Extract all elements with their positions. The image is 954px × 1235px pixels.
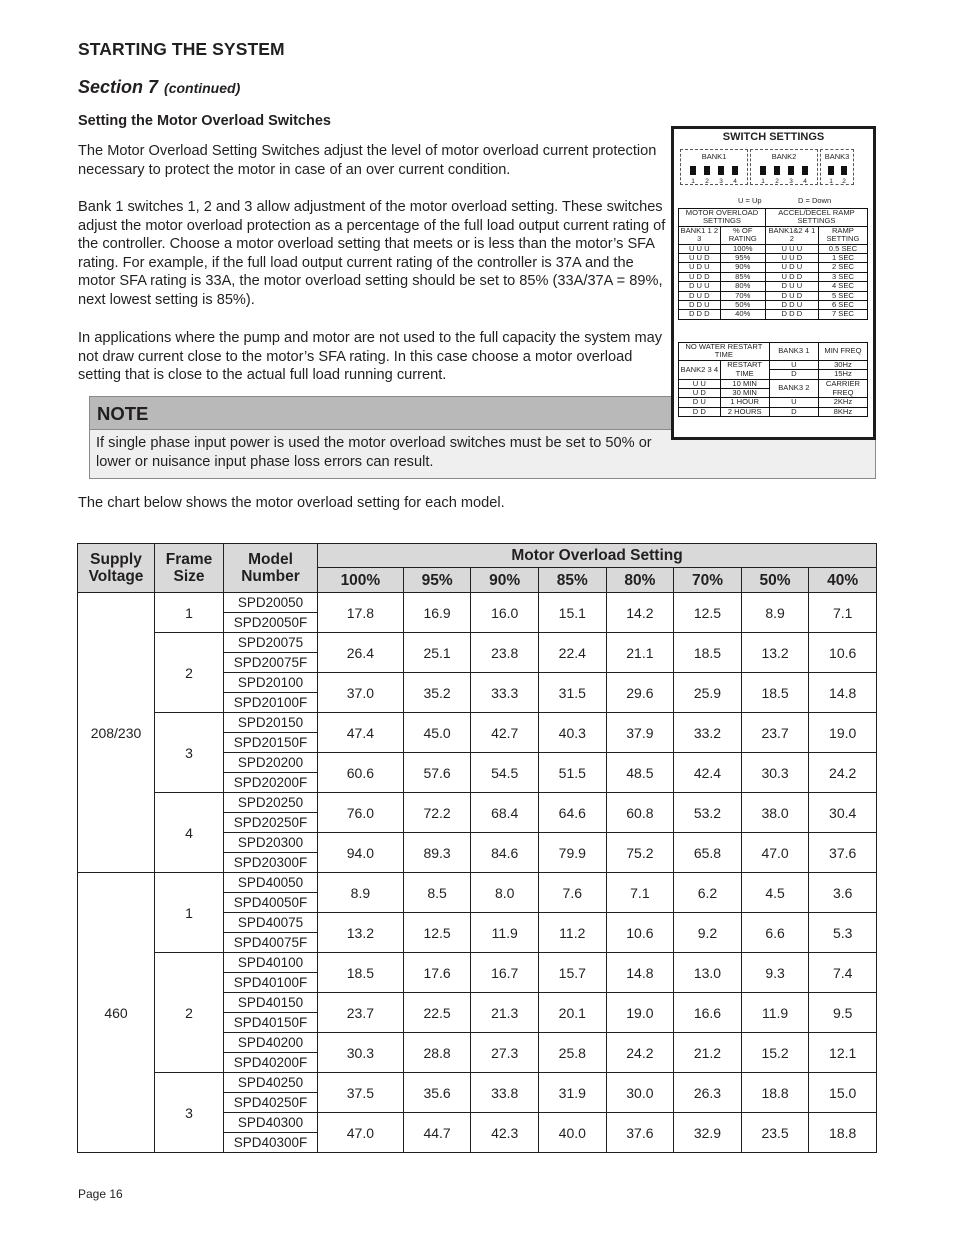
overload-value-cell: 19.0 bbox=[809, 713, 877, 753]
overload-value-cell: 13.2 bbox=[318, 913, 404, 953]
overload-value-cell: 16.6 bbox=[674, 993, 742, 1033]
overload-value-cell: 24.2 bbox=[606, 1033, 674, 1073]
overload-value-cell: 8.9 bbox=[318, 873, 404, 913]
col-model-number: Model Number bbox=[224, 544, 318, 593]
overload-value-cell: 4.5 bbox=[741, 873, 809, 913]
overload-value-cell: 18.5 bbox=[741, 673, 809, 713]
overload-value-cell: 76.0 bbox=[318, 793, 404, 833]
overload-value-cell: 33.2 bbox=[674, 713, 742, 753]
dip-switch bbox=[718, 166, 724, 175]
bank1-label: BANK1 bbox=[701, 152, 727, 161]
overload-switch: D U D bbox=[679, 291, 721, 300]
overload-value-cell: 27.3 bbox=[471, 1033, 539, 1073]
carrier-value: 2KHz bbox=[818, 398, 867, 407]
overload-value-cell: 30.3 bbox=[318, 1033, 404, 1073]
frame-size-cell: 2 bbox=[155, 633, 224, 713]
section-label: Section 7 bbox=[78, 77, 159, 97]
model-number-cell: SPD40075F bbox=[224, 933, 318, 953]
overload-value-cell: 9.5 bbox=[809, 993, 877, 1033]
overload-value-cell: 40.3 bbox=[538, 713, 606, 753]
dip-switch bbox=[841, 166, 847, 175]
overload-value-cell: 54.5 bbox=[471, 753, 539, 793]
overload-value-cell: 8.9 bbox=[741, 593, 809, 633]
motor-overload-header: MOTOR OVERLOAD SETTINGS bbox=[679, 209, 766, 227]
overload-value-cell: 51.5 bbox=[538, 753, 606, 793]
overload-value-cell: 42.4 bbox=[674, 753, 742, 793]
col-motor-overload-setting: Motor Overload Setting bbox=[318, 544, 877, 568]
bank3-2-header: BANK3 2 bbox=[769, 379, 818, 398]
overload-value-cell: 18.8 bbox=[741, 1073, 809, 1113]
overload-value-cell: 26.3 bbox=[674, 1073, 742, 1113]
overload-value-cell: 31.5 bbox=[538, 673, 606, 713]
overload-value-cell: 17.6 bbox=[403, 953, 471, 993]
dip-switch bbox=[802, 166, 808, 175]
overload-value-cell: 16.7 bbox=[471, 953, 539, 993]
note-body: If single phase input power is used the motor overload switches must be set to 50% or lower or nuisance input phase loss errors can result. bbox=[96, 435, 652, 470]
ramp-col-header: RAMP SETTING bbox=[818, 226, 867, 244]
overload-value-cell: 42.7 bbox=[471, 713, 539, 753]
overload-value-cell: 14.8 bbox=[606, 953, 674, 993]
overload-value-cell: 21.1 bbox=[606, 633, 674, 673]
carrier-switch: U bbox=[769, 398, 818, 407]
overload-value-cell: 47.0 bbox=[318, 1113, 404, 1153]
overload-rating: 80% bbox=[720, 282, 765, 291]
model-number-cell: SPD20075F bbox=[224, 653, 318, 673]
table-row bbox=[78, 793, 877, 813]
model-number-cell: SPD20300 bbox=[224, 833, 318, 853]
bank1-col-header: BANK1 1 2 3 bbox=[680, 225, 719, 244]
model-number-cell: SPD40250F bbox=[224, 1093, 318, 1113]
overload-value-cell: 30.4 bbox=[809, 793, 877, 833]
overload-value-cell: 14.2 bbox=[606, 593, 674, 633]
ramp-switch: D D U bbox=[765, 301, 818, 310]
overload-value-cell: 30.3 bbox=[741, 753, 809, 793]
accel-decel-header: ACCEL/DECEL RAMP SETTINGS bbox=[765, 209, 867, 227]
restart-col-header: RESTART TIME bbox=[720, 360, 769, 379]
overload-value-cell: 29.6 bbox=[606, 673, 674, 713]
down-legend: D = Down bbox=[798, 196, 832, 205]
overload-value-cell: 9.3 bbox=[741, 953, 809, 993]
overload-value-cell: 94.0 bbox=[318, 833, 404, 873]
chart-caption: The chart below shows the motor overload setting for each model. bbox=[78, 495, 505, 511]
frame-size-cell: 1 bbox=[155, 593, 224, 633]
overload-value-cell: 33.8 bbox=[471, 1073, 539, 1113]
model-number-cell: SPD20050 bbox=[224, 593, 318, 613]
overload-rating: 70% bbox=[720, 291, 765, 300]
model-number-cell: SPD40250 bbox=[224, 1073, 318, 1093]
overload-value-cell: 33.3 bbox=[471, 673, 539, 713]
overload-value-cell: 26.4 bbox=[318, 633, 404, 673]
min-freq-value: 15Hz bbox=[818, 370, 867, 379]
overload-value-cell: 15.0 bbox=[809, 1073, 877, 1113]
restart-switch: U D bbox=[679, 389, 721, 398]
overload-value-cell: 25.1 bbox=[403, 633, 471, 673]
overload-rating: 50% bbox=[720, 301, 765, 310]
overload-ramp-row bbox=[679, 282, 868, 291]
overload-value-cell: 42.3 bbox=[471, 1113, 539, 1153]
overload-value-cell: 13.2 bbox=[741, 633, 809, 673]
ramp-switch: D U D bbox=[765, 291, 818, 300]
dip-switch bbox=[690, 166, 696, 175]
overload-value-cell: 20.1 bbox=[538, 993, 606, 1033]
dip-switch bbox=[774, 166, 780, 175]
overload-value-cell: 10.6 bbox=[809, 633, 877, 673]
model-number-cell: SPD40150 bbox=[224, 993, 318, 1013]
model-number-cell: SPD40200 bbox=[224, 1033, 318, 1053]
ramp-switch: U U U bbox=[765, 244, 818, 253]
overload-switch: U D U bbox=[679, 263, 721, 272]
overload-value-cell: 21.2 bbox=[674, 1033, 742, 1073]
overload-switch: U U U bbox=[679, 244, 721, 253]
overload-rating: 100% bbox=[720, 244, 765, 253]
overload-value-cell: 12.5 bbox=[403, 913, 471, 953]
motor-overload-table bbox=[77, 543, 877, 1153]
subheading: Setting the Motor Overload Switches bbox=[78, 113, 331, 129]
overload-value-cell: 15.7 bbox=[538, 953, 606, 993]
overload-value-cell: 14.8 bbox=[809, 673, 877, 713]
note-heading: NOTE bbox=[90, 397, 875, 430]
overload-switch: D D U bbox=[679, 301, 721, 310]
model-number-cell: SPD20075 bbox=[224, 633, 318, 653]
restart-switch: D U bbox=[679, 398, 721, 407]
overload-value-cell: 23.7 bbox=[318, 993, 404, 1033]
overload-value-cell: 6.6 bbox=[741, 913, 809, 953]
model-number-cell: SPD20150 bbox=[224, 713, 318, 733]
overload-value-cell: 37.0 bbox=[318, 673, 404, 713]
col-percent-3: 85% bbox=[538, 568, 606, 593]
overload-rating: 85% bbox=[720, 272, 765, 281]
overload-value-cell: 75.2 bbox=[606, 833, 674, 873]
overload-value-cell: 7.1 bbox=[809, 593, 877, 633]
col-frame-size: Frame Size bbox=[155, 544, 224, 593]
carrier-col-header: CARRIER FREQ bbox=[818, 379, 867, 398]
col-percent-7: 40% bbox=[809, 568, 877, 593]
overload-value-cell: 6.2 bbox=[674, 873, 742, 913]
overload-value-cell: 3.6 bbox=[809, 873, 877, 913]
overload-value-cell: 17.8 bbox=[318, 593, 404, 633]
overload-value-cell: 37.5 bbox=[318, 1073, 404, 1113]
restart-value: 30 MIN bbox=[720, 389, 769, 398]
overload-value-cell: 23.7 bbox=[741, 713, 809, 753]
switch-settings-decal bbox=[671, 126, 876, 440]
overload-value-cell: 9.2 bbox=[674, 913, 742, 953]
col-percent-5: 70% bbox=[674, 568, 742, 593]
overload-switch: D U U bbox=[679, 282, 721, 291]
overload-value-cell: 15.2 bbox=[741, 1033, 809, 1073]
model-number-cell: SPD40075 bbox=[224, 913, 318, 933]
section-heading bbox=[78, 77, 240, 98]
rating-col-header: % OF RATING bbox=[720, 226, 765, 244]
overload-value-cell: 8.5 bbox=[403, 873, 471, 913]
carrier-switch: D bbox=[769, 407, 818, 416]
ramp-value: 0.5 SEC bbox=[818, 244, 867, 253]
col-supply-voltage: Supply Voltage bbox=[78, 544, 155, 593]
overload-switch: D D D bbox=[679, 310, 721, 319]
overload-switch: U U D bbox=[679, 254, 721, 263]
paragraph-applications: In applications where the pump and motor are not used to the full capacity the system may not draw current close to the motor’s SFA rating. In this case choose a motor overload setting that is close to the actual full load running current. bbox=[78, 330, 663, 383]
overload-value-cell: 32.9 bbox=[674, 1113, 742, 1153]
overload-ramp-row bbox=[679, 263, 868, 272]
overload-value-cell: 48.5 bbox=[606, 753, 674, 793]
overload-value-cell: 12.1 bbox=[809, 1033, 877, 1073]
bank12-col-header: BANK1&2 4 1 2 bbox=[765, 226, 818, 244]
overload-rating: 90% bbox=[720, 263, 765, 272]
table-row bbox=[78, 953, 877, 973]
min-freq-switch: U bbox=[769, 360, 818, 369]
overload-value-cell: 28.8 bbox=[403, 1033, 471, 1073]
overload-value-cell: 57.6 bbox=[403, 753, 471, 793]
model-number-cell: SPD40300 bbox=[224, 1113, 318, 1133]
table-row bbox=[78, 593, 877, 613]
frame-size-cell: 3 bbox=[155, 713, 224, 793]
model-number-cell: SPD20200F bbox=[224, 773, 318, 793]
overload-value-cell: 35.6 bbox=[403, 1073, 471, 1113]
model-number-cell: SPD20300F bbox=[224, 853, 318, 873]
paragraph-intro: The Motor Overload Setting Switches adjust the level of motor overload current protection necessary to protect the motor in case of an over current condition. bbox=[78, 143, 657, 178]
overload-value-cell: 24.2 bbox=[809, 753, 877, 793]
overload-value-cell: 68.4 bbox=[471, 793, 539, 833]
overload-value-cell: 45.0 bbox=[403, 713, 471, 753]
overload-value-cell: 38.0 bbox=[741, 793, 809, 833]
overload-value-cell: 37.6 bbox=[606, 1113, 674, 1153]
overload-value-cell: 18.8 bbox=[809, 1113, 877, 1153]
dip-switch bbox=[828, 166, 834, 175]
section-continued: (continued) bbox=[164, 80, 241, 96]
overload-switch: U D D bbox=[679, 272, 721, 281]
overload-value-cell: 40.0 bbox=[538, 1113, 606, 1153]
overload-value-cell: 89.3 bbox=[403, 833, 471, 873]
table-row bbox=[78, 633, 877, 653]
overload-value-cell: 31.9 bbox=[538, 1073, 606, 1113]
overload-value-cell: 11.9 bbox=[741, 993, 809, 1033]
overload-value-cell: 25.8 bbox=[538, 1033, 606, 1073]
carrier-value: 8KHz bbox=[818, 407, 867, 416]
bank3-1-header: BANK3 1 bbox=[769, 343, 818, 361]
model-number-cell: SPD40300F bbox=[224, 1133, 318, 1153]
page-title: STARTING THE SYSTEM bbox=[78, 39, 285, 59]
overload-value-cell: 44.7 bbox=[403, 1113, 471, 1153]
restart-value: 10 MIN bbox=[720, 379, 769, 388]
model-number-cell: SPD20050F bbox=[224, 613, 318, 633]
overload-value-cell: 64.6 bbox=[538, 793, 606, 833]
bank3-box: BANK3 1 2 bbox=[820, 149, 854, 185]
overload-value-cell: 53.2 bbox=[674, 793, 742, 833]
overload-value-cell: 22.5 bbox=[403, 993, 471, 1033]
ramp-switch: U U D bbox=[765, 254, 818, 263]
overload-value-cell: 37.6 bbox=[809, 833, 877, 873]
dip-switch bbox=[760, 166, 766, 175]
up-legend: U = Up bbox=[738, 196, 762, 205]
frame-size-cell: 3 bbox=[155, 1073, 224, 1153]
bank2-label: BANK2 bbox=[771, 152, 797, 161]
col-percent-6: 50% bbox=[741, 568, 809, 593]
model-number-cell: SPD20100 bbox=[224, 673, 318, 693]
overload-value-cell: 23.8 bbox=[471, 633, 539, 673]
overload-value-cell: 18.5 bbox=[318, 953, 404, 993]
no-water-header: NO WATER RESTART TIME bbox=[679, 343, 770, 361]
ramp-switch: U D U bbox=[765, 263, 818, 272]
page-number: Page 16 bbox=[78, 1187, 123, 1201]
overload-value-cell: 7.6 bbox=[538, 873, 606, 913]
bank2-col-header: BANK2 3 4 bbox=[679, 360, 721, 379]
dip-switch bbox=[788, 166, 794, 175]
overload-value-cell: 16.9 bbox=[403, 593, 471, 633]
ramp-value: 4 SEC bbox=[818, 282, 867, 291]
overload-value-cell: 13.0 bbox=[674, 953, 742, 993]
ramp-value: 2 SEC bbox=[818, 263, 867, 272]
overload-value-cell: 60.6 bbox=[318, 753, 404, 793]
table-row bbox=[78, 713, 877, 733]
overload-value-cell: 25.9 bbox=[674, 673, 742, 713]
restart-switch: U U bbox=[679, 379, 721, 388]
model-number-cell: SPD40100F bbox=[224, 973, 318, 993]
overload-value-cell: 7.4 bbox=[809, 953, 877, 993]
model-number-cell: SPD20200 bbox=[224, 753, 318, 773]
overload-value-cell: 7.1 bbox=[606, 873, 674, 913]
model-number-cell: SPD40200F bbox=[224, 1053, 318, 1073]
table-row bbox=[78, 1073, 877, 1093]
ramp-value: 7 SEC bbox=[818, 310, 867, 319]
overload-value-cell: 8.0 bbox=[471, 873, 539, 913]
dip-switch bbox=[732, 166, 738, 175]
ramp-value: 6 SEC bbox=[818, 301, 867, 310]
frame-size-cell: 4 bbox=[155, 793, 224, 873]
overload-value-cell: 18.5 bbox=[674, 633, 742, 673]
overload-value-cell: 21.3 bbox=[471, 993, 539, 1033]
bank3-label: BANK3 bbox=[824, 152, 850, 161]
overload-value-cell: 65.8 bbox=[674, 833, 742, 873]
overload-value-cell: 22.4 bbox=[538, 633, 606, 673]
overload-value-cell: 5.3 bbox=[809, 913, 877, 953]
overload-value-cell: 11.9 bbox=[471, 913, 539, 953]
table-row bbox=[78, 873, 877, 893]
ramp-switch: U D D bbox=[765, 272, 818, 281]
ramp-value: 3 SEC bbox=[818, 272, 867, 281]
frame-size-cell: 2 bbox=[155, 953, 224, 1073]
overload-rating: 40% bbox=[720, 310, 765, 319]
dip-switch bbox=[704, 166, 710, 175]
overload-value-cell: 23.5 bbox=[741, 1113, 809, 1153]
overload-value-cell: 79.9 bbox=[538, 833, 606, 873]
supply-voltage-cell: 460 bbox=[78, 873, 155, 1153]
overload-value-cell: 72.2 bbox=[403, 793, 471, 833]
overload-value-cell: 11.2 bbox=[538, 913, 606, 953]
supply-voltage-cell: 208/230 bbox=[78, 593, 155, 873]
bank2-box: BANK2 1 2 3 4 bbox=[750, 149, 818, 185]
overload-ramp-row bbox=[679, 310, 868, 319]
overload-value-cell: 19.0 bbox=[606, 993, 674, 1033]
overload-rating: 95% bbox=[720, 254, 765, 263]
col-percent-2: 90% bbox=[471, 568, 539, 593]
ramp-value: 1 SEC bbox=[818, 254, 867, 263]
overload-value-cell: 47.0 bbox=[741, 833, 809, 873]
model-number-cell: SPD20100F bbox=[224, 693, 318, 713]
overload-value-cell: 47.4 bbox=[318, 713, 404, 753]
model-number-cell: SPD40050 bbox=[224, 873, 318, 893]
overload-value-cell: 30.0 bbox=[606, 1073, 674, 1113]
switch-settings-title: SWITCH SETTINGS bbox=[722, 131, 825, 143]
ramp-value: 5 SEC bbox=[818, 291, 867, 300]
min-freq-value: 30Hz bbox=[818, 360, 867, 369]
model-number-cell: SPD20150F bbox=[224, 733, 318, 753]
dip-switch-banks bbox=[678, 149, 868, 205]
overload-value-cell: 10.6 bbox=[606, 913, 674, 953]
col-percent-1: 95% bbox=[403, 568, 471, 593]
model-number-cell: SPD20250 bbox=[224, 793, 318, 813]
restart-value: 2 HOURS bbox=[720, 407, 769, 416]
overload-value-cell: 84.6 bbox=[471, 833, 539, 873]
overload-value-cell: 60.8 bbox=[606, 793, 674, 833]
overload-ramp-table bbox=[678, 208, 868, 320]
col-percent-4: 80% bbox=[606, 568, 674, 593]
min-freq-switch: D bbox=[769, 370, 818, 379]
model-number-cell: SPD40150F bbox=[224, 1013, 318, 1033]
frame-size-cell: 1 bbox=[155, 873, 224, 953]
min-freq-header: MIN FREQ bbox=[818, 343, 867, 361]
model-number-cell: SPD40050F bbox=[224, 893, 318, 913]
overload-value-cell: 15.1 bbox=[538, 593, 606, 633]
restart-value: 1 HOUR bbox=[720, 398, 769, 407]
overload-value-cell: 37.9 bbox=[606, 713, 674, 753]
overload-value-cell: 16.0 bbox=[471, 593, 539, 633]
restart-switch: D D bbox=[679, 407, 721, 416]
overload-value-cell: 12.5 bbox=[674, 593, 742, 633]
overload-value-cell: 35.2 bbox=[403, 673, 471, 713]
restart-freq-table bbox=[678, 342, 868, 417]
col-percent-0: 100% bbox=[318, 568, 404, 593]
bank1-box: BANK1 1 2 3 4 bbox=[680, 149, 748, 185]
model-number-cell: SPD40100 bbox=[224, 953, 318, 973]
ramp-switch: D U U bbox=[765, 282, 818, 291]
ramp-switch: D D D bbox=[765, 310, 818, 319]
paragraph-bank1: Bank 1 switches 1, 2 and 3 allow adjustment of the motor overload setting. These switches adjust the motor overload protection as a percentage of the full load output current rating of the controller. Choose a motor overload setting that meets or is less than the motor’s SFA rating. For example, if the full load output current rating of the controller is 37A and the motor SFA rating is 33A, the motor overload setting should be set to 85% (33A/37A = 89%, next lowest setting is 85%). bbox=[78, 199, 666, 308]
model-number-cell: SPD20250F bbox=[224, 813, 318, 833]
